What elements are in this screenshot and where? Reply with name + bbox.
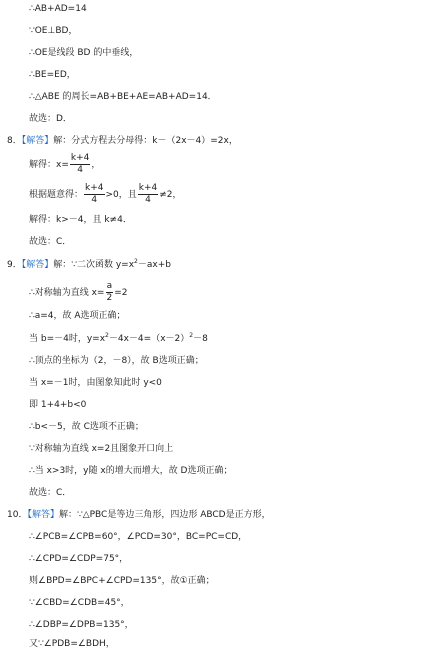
q9-header xyxy=(7,259,171,271)
q8-cond-prefix: 根据题意得： xyxy=(29,190,84,200)
q9-number: 9． xyxy=(7,260,22,270)
text-line: 即 1+4+b<0 xyxy=(29,400,87,410)
text-line: 故选：C． xyxy=(29,488,72,498)
answer-tag: 【解答】 xyxy=(21,260,54,270)
q8-number: 8． xyxy=(7,136,22,146)
text-line: ∴a=4，故 A选项正确； xyxy=(29,311,126,321)
q10-header xyxy=(7,509,271,521)
fraction-numerator: k+4 xyxy=(85,183,104,193)
text-line: ∴OE是线段 BD 的中垂线， xyxy=(29,48,139,58)
fraction-numerator: k+4 xyxy=(138,183,158,193)
q9-axis-suffix: =2 xyxy=(114,288,128,298)
text-line: ∴∠CPD=∠CDP=75°， xyxy=(29,554,129,564)
fraction xyxy=(138,183,158,206)
q8-header xyxy=(7,135,238,147)
text-line: ∴当 x>3时，y随 x的增大而增大，故 D选项正确； xyxy=(29,466,233,476)
text-line: 则∠BPD=∠BPC+∠CPD=135°，故①正确； xyxy=(29,576,215,586)
q8-cond-suffix: ≠2， xyxy=(159,190,182,200)
text-line: ∴△ABE 的周长=AB+BE+AE=AB+AD=14． xyxy=(29,92,217,102)
fraction-denominator: 4 xyxy=(145,195,151,205)
text-line: ∴AB+AD=14 xyxy=(29,4,87,14)
text-line: ∴∠PCB=∠CPB=60°，∠PCD=30°，BC=PC=CD， xyxy=(29,532,248,542)
q8-line1: 解：分式方程去分母得：k－（2x－4）=2x， xyxy=(53,136,238,146)
text-line: 故选：D． xyxy=(29,114,72,124)
text-line: ∴顶点的坐标为（2，－8），故 B选项正确； xyxy=(29,356,204,366)
text-line: 解得：k>－4，且 k≠4． xyxy=(29,215,132,225)
text-line: ∵OE⊥BD， xyxy=(29,26,78,36)
text-line: ∴b<－5，故 C选项不正确； xyxy=(29,422,144,432)
text-line: ∵对称轴为直线 x=2且图象开口向上 xyxy=(29,444,174,454)
q9-axis-line xyxy=(29,281,127,304)
fraction-numerator: k+4 xyxy=(70,153,90,163)
fraction xyxy=(105,281,113,304)
q9-line1-suffix: －ax+b xyxy=(137,260,171,270)
answer-tag: 【解答】 xyxy=(27,510,59,520)
q8-solve-suffix: ， xyxy=(91,160,101,170)
fraction-denominator: 4 xyxy=(77,165,83,175)
text-line: 当 x=－1时，由图象知此时 y<0 xyxy=(29,378,162,388)
q9-b-pre: 当 b=－4时，y=x xyxy=(29,334,106,344)
q9-b-suffix: －8 xyxy=(193,334,208,344)
fraction-denominator: 2 xyxy=(106,293,113,303)
q8-solve-prefix: 解得：x= xyxy=(29,160,69,170)
fraction xyxy=(84,183,104,206)
fraction xyxy=(70,153,90,176)
superscript: 2 xyxy=(105,332,109,339)
superscript: 2 xyxy=(134,258,138,265)
text-line: 故选：C． xyxy=(29,237,72,247)
text-line: ∴∠DBP=∠DPB=135°， xyxy=(29,620,134,630)
text-line: 又∵∠PDB=∠BDH， xyxy=(29,639,115,649)
text-line: ∴BE=ED， xyxy=(29,70,76,80)
q9-axis-prefix: ∴对称轴为直线 x= xyxy=(29,288,105,298)
superscript: 2 xyxy=(189,332,194,339)
q9-b-mid: －4x－4=（x－2） xyxy=(108,334,190,344)
fraction-numerator: a xyxy=(106,281,113,291)
q8-condition-line xyxy=(29,183,182,206)
answer-tag: 【解答】 xyxy=(21,136,54,146)
fraction-denominator: 4 xyxy=(91,195,98,205)
q10-line1: 解：∵△PBC是等边三角形，四边形 ABCD是正方形， xyxy=(58,510,271,520)
q8-solve-line xyxy=(29,153,100,176)
text-line: ∵∠CBD=∠CDB=45°， xyxy=(29,598,130,608)
q9-line1-prefix: 解：∵二次函数 y=x xyxy=(53,260,135,270)
q9-b-line xyxy=(29,333,208,345)
q10-number: 10． xyxy=(7,510,28,520)
q8-cond-mid: >0，且 xyxy=(105,190,137,200)
